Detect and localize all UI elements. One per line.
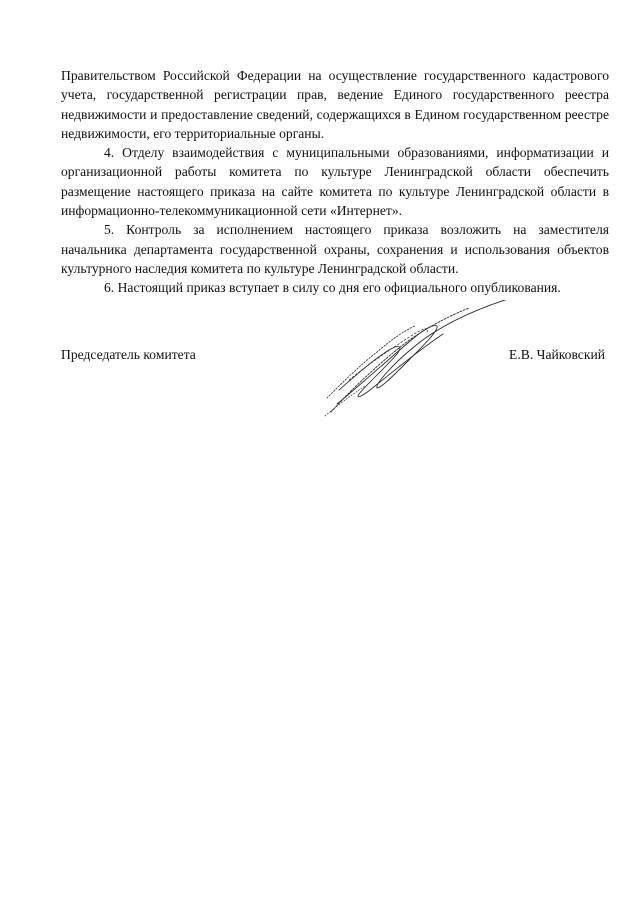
signature-block xyxy=(61,345,609,425)
signatory-position: Председатель комитета xyxy=(61,347,196,362)
signatory-name: Е.В. Чайковский xyxy=(509,347,605,362)
paragraph-continuation: Правительством Российской Федерации на осуществление государственного кадастрового учета, государственной регистрации прав, ведение Единого государственного реестра недвижимости и предоставление сведений, содержащихся в Едином государственном реестре недвижимости, его территориальные органы. xyxy=(61,68,609,141)
document-body xyxy=(61,66,609,298)
handwritten-signature xyxy=(319,300,519,420)
paragraph-item-4: 4. Отделу взаимодействия с муниципальными образованиями, информатизации и организационной работы комитета по культуре Ленинградской области обеспечить размещение настоящего приказа на сайте комитета по культуре Ленинградской области в информационно-телекоммуникационной сети «Интернет». xyxy=(61,145,609,219)
paragraph-item-5: 5. Контроль за исполнением настоящего приказа возложить на заместителя начальника департамента государственной охраны, сохранения и использования объектов культурного наследия комитета по культуре Ленинградской области. xyxy=(61,222,609,276)
paragraph-item-6: 6. Настоящий приказ вступает в силу со дня его официального опубликования. xyxy=(104,280,561,296)
